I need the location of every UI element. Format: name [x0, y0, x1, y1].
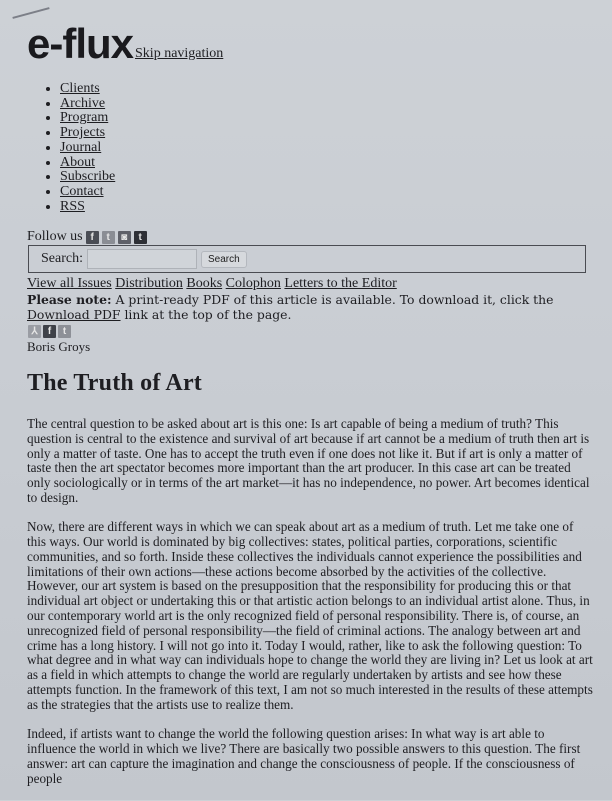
twitter-share-icon[interactable]: t	[58, 325, 71, 338]
nav-link-about[interactable]: About	[60, 154, 95, 170]
nav-link-rss[interactable]: RSS	[60, 198, 85, 214]
note-text-end: link at the top of the page.	[120, 307, 292, 322]
letters-to-editor-link[interactable]: Letters to the Editor	[284, 276, 397, 291]
nav-link-program[interactable]: Program	[60, 110, 109, 126]
tumblr-icon[interactable]: t	[134, 231, 147, 244]
instagram-icon[interactable]: ◙	[118, 231, 131, 244]
main-nav	[40, 82, 115, 214]
nav-item-rss	[60, 200, 115, 215]
article-body	[27, 417, 593, 801]
author-name: Boris Groys	[27, 339, 91, 354]
article-paragraph: Now, there are different ways in which we can speak about art as a medium of truth. Let me take one of this ways. Our world is dominated by big collectives: states, political parties, corporations, scientific communities, and so forth. Inside these collectives the individuals cannot experience the possibilities and limitations of their own actions—these actions become absorbed by the activities of the collective. However, our art system is based on the presupposition that the responsibility for producing this or that individual art object or undertaking this or that artistic action belongs to an individual artist alone. Thus, in our contemporary world art is the only recognized field of personal responsibility. There is, of course, an unrecognized field of personal responsibility—the field of criminal actions. The analogy between art and crime has a long history. I will not go into it. Today I would, rather, like to ask the following question: To what degree and in what way can individuals hope to change the world they are living in? Let us look at art as a field in which attempts to change the world are regularly undertaken by artists and see how these attempts function. In the framework of this text, I am not so much interested in the results of these attempts as the strategies that the artists use to realize them.	[27, 519, 593, 712]
pdf-icon[interactable]: ⅄	[28, 325, 41, 338]
note-text: A print-ready PDF of this article is available. To download it, click the	[111, 292, 554, 307]
twitter-icon[interactable]: t	[102, 231, 115, 244]
article-title: The Truth of Art	[27, 370, 202, 396]
search-button[interactable]: Search	[201, 251, 247, 268]
nav-link-archive[interactable]: Archive	[60, 95, 106, 111]
article-paragraph: Indeed, if artists want to change the world the following question arises: In what way is art able to influence the world in which we live? There are basically two possible answers to this question. The first answer: art can capture the imagination and change the consciousness of people. If the consciousness of people	[27, 726, 581, 786]
download-pdf-link[interactable]: Download PDF	[27, 307, 121, 322]
nav-item-contact	[60, 185, 115, 200]
nav-item-archive	[60, 97, 115, 112]
nav-item-clients	[60, 82, 115, 97]
article-paragraph: The central question to be asked about art is this one: Is art capable of being a medium of truth? This question is central to the existence and survival of art because if art cannot be a medium of truth then art is only a matter of taste. One has to accept the truth even if one does not like it. But if art is only a matter of taste then the art spectator becomes more important than the art producer. In this case art can be treated only sociologically or in terms of the art market—it has no independence, no power. Art becomes identical to design.	[27, 416, 590, 505]
search-input[interactable]	[87, 249, 197, 269]
view-all-issues-link[interactable]: View all Issues	[27, 276, 112, 291]
nav-link-clients[interactable]: Clients	[60, 81, 100, 96]
issue-links	[27, 276, 397, 292]
facebook-icon[interactable]: f	[86, 231, 99, 244]
skip-navigation-link[interactable]: Skip navigation	[135, 46, 224, 61]
distribution-link[interactable]: Distribution	[115, 276, 183, 291]
nav-link-subscribe[interactable]: Subscribe	[60, 169, 116, 185]
follow-us	[27, 229, 147, 245]
site-logo[interactable]: e-flux	[27, 20, 134, 67]
books-link[interactable]: Books	[186, 276, 223, 291]
nav-link-projects[interactable]: Projects	[60, 125, 106, 141]
pen-mark	[12, 7, 49, 19]
nav-item-projects	[60, 126, 115, 141]
facebook-share-icon[interactable]: f	[43, 325, 56, 338]
follow-us-label: Follow us	[27, 229, 83, 244]
nav-link-journal[interactable]: Journal	[60, 139, 102, 155]
nav-item-about	[60, 156, 115, 171]
search-form	[28, 245, 586, 273]
nav-item-subscribe	[60, 170, 115, 185]
share-icons	[28, 325, 71, 338]
nav-item-program	[60, 111, 115, 126]
header	[27, 20, 224, 67]
nav-item-journal	[60, 141, 115, 156]
pdf-note	[27, 292, 587, 322]
colophon-link[interactable]: Colophon	[225, 276, 281, 291]
search-label: Search:	[41, 251, 83, 266]
nav-link-contact[interactable]: Contact	[60, 183, 104, 199]
note-bold-label: Please note:	[27, 292, 112, 307]
